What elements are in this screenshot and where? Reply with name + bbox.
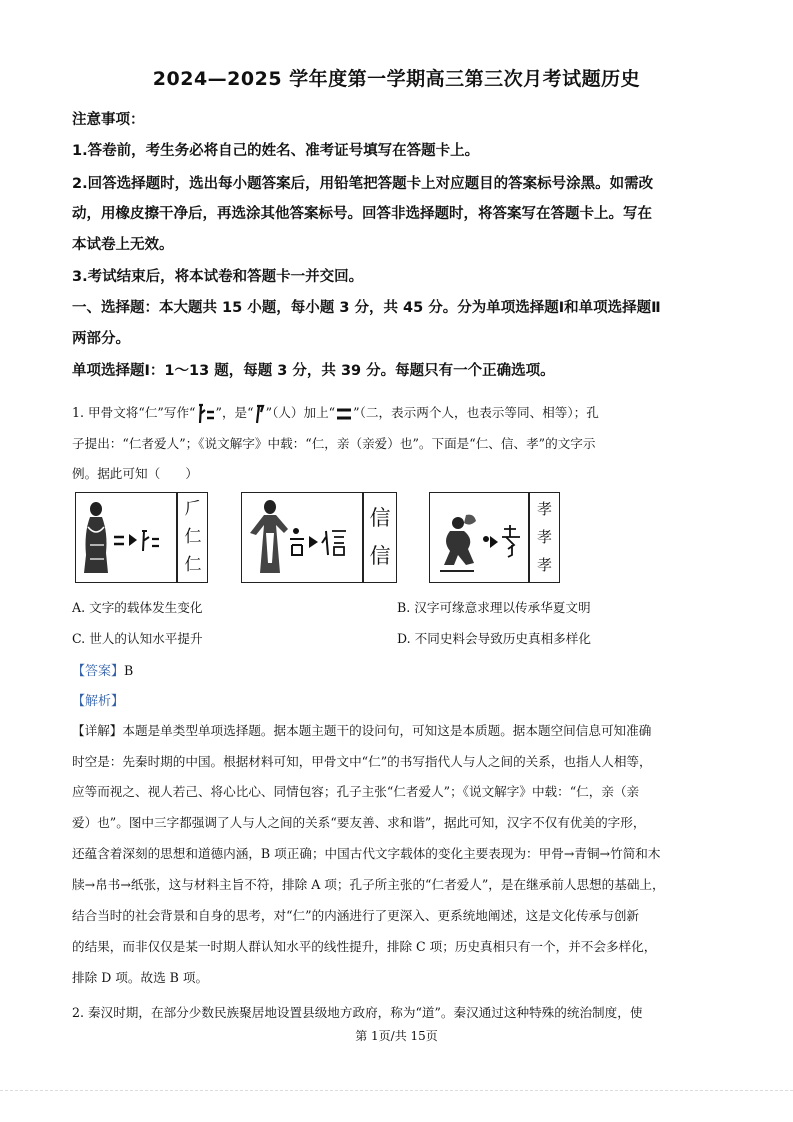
notice-item-2-line-1: 2.回答选择题时，选出每小题答案后，用铅笔把答题卡上对应题目的答案标号涂黑。如需改 <box>72 176 654 192</box>
detail-line-9: 排除 D 项。故选 B 项。 <box>72 970 209 985</box>
ren-figure-illustration <box>76 493 176 582</box>
xiao-figure-illustration <box>430 493 528 582</box>
section-heading-line-1: 一、选择题：本大题共 15 小题，每小题 3 分，共 45 分。分为单项选择题Ⅰ和单项选择题Ⅱ <box>72 300 661 316</box>
xiao-script-2: 孝 <box>536 528 552 546</box>
detail-line-6: 牍→帛书→纸张，这与材料主旨不符，排除 A 项；孔子所主张的“仁者爱人”，是在继承前人思想的基础上， <box>72 877 665 892</box>
detail-line-1: 【详解】本题是单类型单项选择题。据本题主题干的设问句，可知这是本质题。据本题空间信息可知准确 <box>72 723 652 738</box>
detail-line-2: 时空是：先秦时期的中国。根据材料可知，甲骨文中“仁”的书写指代人与人之间的关系，也指人人相等， <box>72 754 652 769</box>
xin-script-2: 信 <box>369 544 391 568</box>
page-title: 2024—2025 学年度第一学期高三第三次月考试题历史 <box>152 68 641 90</box>
notice-heading: 注意事项： <box>72 112 145 128</box>
q1-option-d: D. 不同史料会导致历史真相多样化 <box>397 631 591 646</box>
xin-script-1: 信 <box>369 506 391 530</box>
figure-xin-panel <box>241 492 397 583</box>
xiao-script-1: 孝 <box>536 500 552 518</box>
page-divider <box>0 1090 793 1091</box>
ren-script-2: 仁 <box>184 527 202 547</box>
detail-line-5: 还蕴含着深刻的思想和道德内涵，B 项正确；中国古代文字载体的变化主要表现为：甲骨→青铜→竹简和木 <box>72 846 661 861</box>
ren-script-3: 仁 <box>184 555 202 575</box>
detail-line-4: 爱）也”。图中三字都强调了人与人之间的关系“要友善、求和谐”，据此可知，汉字不仅有优美的字形， <box>72 815 646 830</box>
detail-line-8: 的结果，而非仅仅是某一时期人群认知水平的线性提升，排除 C 项；历史真相只有一个，并不会多样化， <box>72 939 657 954</box>
q1-stem-part-c: ”（人）加上“ <box>265 405 336 420</box>
section-subheading: 单项选择题Ⅰ：1～13 题，每题 3 分，共 39 分。每题只有一个正确选项。 <box>72 363 555 379</box>
detail-line-7: 结合当时的社会背景和自身的思考，对“仁”的内涵进行了更深入、更系统地阐述，这是文化传承与创新 <box>72 908 640 923</box>
xin-figure-illustration <box>242 493 360 582</box>
notice-item-3: 3.考试结束后，将本试卷和答题卡一并交回。 <box>72 269 364 285</box>
ren-script-1: 𠂆 <box>184 499 202 519</box>
section-heading-line-2: 两部分。 <box>72 331 130 347</box>
q1-stem-line-1 <box>72 402 599 425</box>
page-footer: 第 1页/共 15页 <box>355 1029 438 1043</box>
oracle-two-glyph-icon <box>335 405 353 423</box>
notice-item-2-line-3: 本试卷上无效。 <box>72 237 174 253</box>
q1-stem-part-b: ”，是“ <box>215 405 254 420</box>
q1-stem-line-3: 例。据此可知（ ） <box>72 466 198 481</box>
q1-stem-part-a: 1. 甲骨文将“仁”写作“ <box>72 405 196 420</box>
q2-stem-line-1: 2. 秦汉时期，在部分少数民族聚居地设置县级地方政府，称为“道”。秦汉通过这种特殊的统治制度，使 <box>72 1005 643 1020</box>
notice-item-2-line-2: 动，用橡皮擦干净后，再选涂其他答案标号。回答非选择题时，将答案写在答题卡上。写在 <box>72 206 652 222</box>
oracle-person-glyph-icon <box>254 403 266 425</box>
q1-option-b: B. 汉字可缘意求理以传承华夏文明 <box>397 600 591 615</box>
q1-option-a: A. 文字的载体发生变化 <box>72 600 203 615</box>
notice-item-1: 1.答卷前，考生务必将自己的姓名、准考证号填写在答题卡上。 <box>72 143 480 159</box>
detail-line-3: 应等而视之、视人若己、将心比心、同情包容；孔子主张“仁者爱人”；《说文解字》中载：“仁，亲（亲 <box>72 784 640 799</box>
q1-option-c: C. 世人的认知水平提升 <box>72 631 203 646</box>
oracle-ren-glyph-icon <box>196 403 216 425</box>
answer-value: B <box>124 663 134 678</box>
xiao-script-3: 孝 <box>536 556 552 574</box>
answer-label: 【答案】 <box>72 664 125 679</box>
q1-stem-line-2: 子提出：“仁者爱人”；《说文解字》中载：“仁，亲（亲爱）也”。下面是“仁、信、孝”的文字示 <box>72 436 596 451</box>
analysis-label: 【解析】 <box>72 694 125 709</box>
q1-answer <box>72 660 133 679</box>
q1-stem-part-d: ”（二，表示两个人，也表示等同、相等）；孔 <box>353 405 599 420</box>
figure-xiao-panel <box>429 492 560 583</box>
figure-ren-panel <box>75 492 208 583</box>
